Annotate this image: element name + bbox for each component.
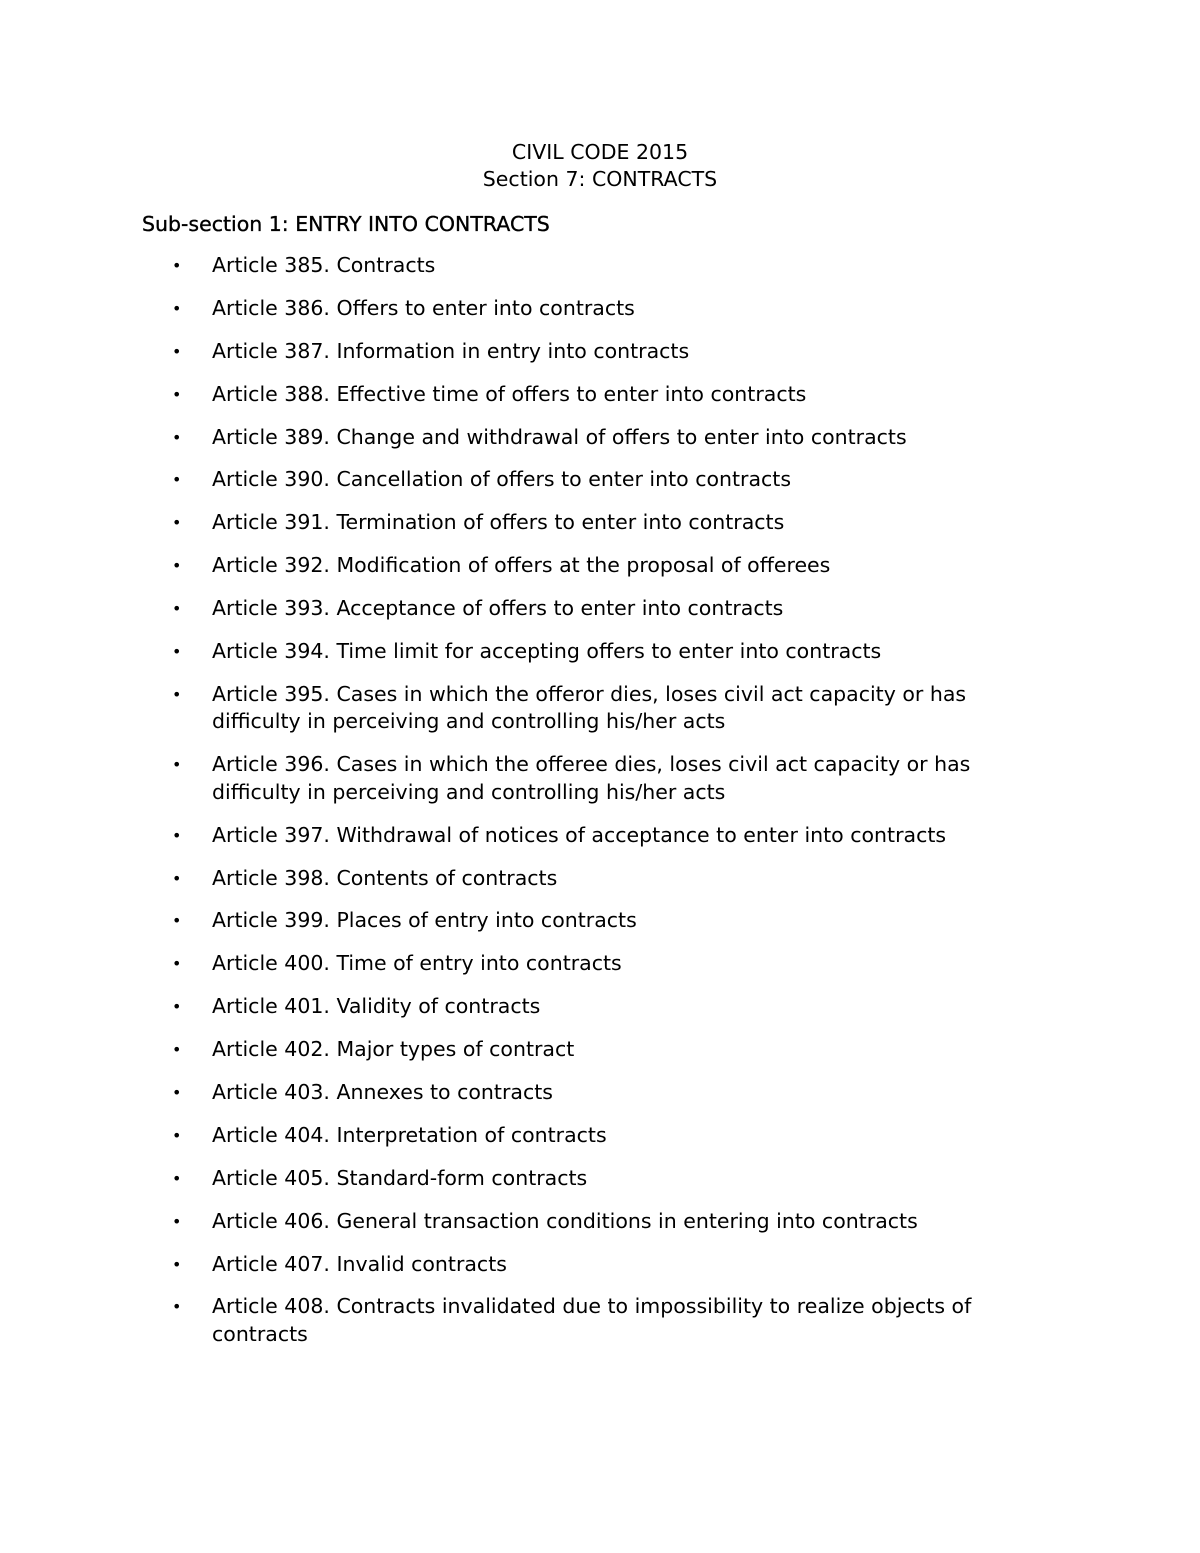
- list-item: [172, 466, 1032, 494]
- bullet-icon: •: [172, 384, 182, 404]
- article-title: Article 405. Standard-form contracts: [212, 1165, 588, 1190]
- list-item: [172, 595, 1032, 623]
- article-title: Article 401. Validity of contracts: [212, 994, 541, 1019]
- article-title: Article 397. Withdrawal of notices of acceptance to enter into contracts: [212, 822, 947, 847]
- list-item: [172, 1293, 1032, 1348]
- list-item: [172, 822, 1032, 850]
- article-title: Article 387. Information in entry into contracts: [212, 338, 690, 363]
- list-item: [172, 338, 1032, 366]
- list-item: [172, 509, 1032, 537]
- article-title: Article 386. Offers to enter into contracts: [212, 295, 635, 320]
- bullet-icon: •: [172, 256, 182, 275]
- title-block: [0, 139, 1200, 193]
- article-title: Article 390. Cancellation of offers to enter into contracts: [212, 467, 792, 492]
- section-heading: Section 7: CONTRACTS: [482, 167, 718, 191]
- article-title: Article 392. Modification of offers at the proposal of offerees: [212, 553, 831, 578]
- bullet-icon: •: [172, 1125, 182, 1145]
- bullet-icon: •: [172, 1297, 182, 1317]
- list-item: [172, 1036, 1032, 1064]
- bullet-icon: •: [172, 1254, 182, 1274]
- list-item: [172, 950, 1032, 978]
- article-title: Article 389. Change and withdrawal of offers to enter into contracts: [212, 424, 907, 449]
- article-title: Article 402. Major types of contract: [212, 1037, 575, 1062]
- bullet-icon: •: [172, 1211, 182, 1231]
- bullet-icon: •: [172, 556, 182, 576]
- article-title: Article 407. Invalid contracts: [212, 1251, 507, 1276]
- list-item: [172, 993, 1032, 1021]
- article-title: Article 393. Acceptance of offers to enter into contracts: [212, 596, 784, 621]
- article-title: Article 394. Time limit for accepting offers to enter into contracts: [212, 639, 882, 664]
- list-item: [172, 751, 1032, 806]
- article-title: Article 396. Cases in which the offeree dies, loses civil act capacity or has difficulty in perceiving and controlling his/her acts: [212, 752, 971, 804]
- article-title: Article 404. Interpretation of contracts: [212, 1122, 607, 1147]
- bullet-icon: •: [172, 642, 182, 662]
- list-item: [172, 1165, 1032, 1193]
- bullet-icon: •: [172, 1168, 182, 1188]
- article-title: Article 398. Contents of contracts: [212, 865, 558, 890]
- bullet-icon: •: [172, 298, 182, 318]
- list-item: [172, 424, 1032, 452]
- article-list: [172, 252, 1032, 1364]
- bullet-icon: •: [172, 1083, 182, 1103]
- list-item: [172, 681, 1032, 736]
- bullet-icon: •: [172, 911, 182, 931]
- list-item: [172, 907, 1032, 935]
- bullet-icon: •: [172, 599, 182, 619]
- article-title: Article 385. Contracts: [212, 253, 436, 277]
- article-title: Article 395. Cases in which the offeror dies, loses civil act capacity or has difficulty in perceiving and controlling his/her acts: [212, 681, 967, 734]
- list-item: [172, 1079, 1032, 1107]
- bullet-icon: •: [172, 470, 182, 490]
- article-title: Article 391. Termination of offers to enter into contracts: [212, 510, 785, 535]
- article-title: Article 400. Time of entry into contracts: [212, 951, 622, 976]
- article-title: Article 406. General transaction conditions in entering into contracts: [212, 1208, 918, 1233]
- article-title: Article 399. Places of entry into contracts: [212, 908, 637, 933]
- document-title: CIVIL CODE 2015: [511, 140, 689, 164]
- subsection-heading: Sub-section 1: ENTRY INTO CONTRACTS: [142, 212, 550, 236]
- bullet-icon: •: [172, 868, 182, 888]
- list-item: [172, 1251, 1032, 1279]
- article-title: Article 403. Annexes to contracts: [212, 1080, 553, 1105]
- list-item: [172, 865, 1032, 893]
- bullet-icon: •: [172, 1040, 182, 1060]
- list-item: [172, 252, 1032, 280]
- bullet-icon: •: [172, 997, 182, 1017]
- list-item: [172, 381, 1032, 409]
- bullet-icon: •: [172, 684, 182, 704]
- article-title: Article 388. Effective time of offers to enter into contracts: [212, 381, 807, 406]
- list-item: [172, 295, 1032, 323]
- bullet-icon: •: [172, 513, 182, 533]
- list-item: [172, 552, 1032, 580]
- bullet-icon: •: [172, 427, 182, 447]
- list-item: [172, 638, 1032, 666]
- bullet-icon: •: [172, 755, 182, 775]
- list-item: [172, 1208, 1032, 1236]
- article-title: Article 408. Contracts invalidated due to impossibility to realize objects of contracts: [212, 1294, 972, 1346]
- bullet-icon: •: [172, 341, 182, 361]
- bullet-icon: •: [172, 825, 182, 845]
- bullet-icon: •: [172, 954, 182, 974]
- list-item: [172, 1122, 1032, 1150]
